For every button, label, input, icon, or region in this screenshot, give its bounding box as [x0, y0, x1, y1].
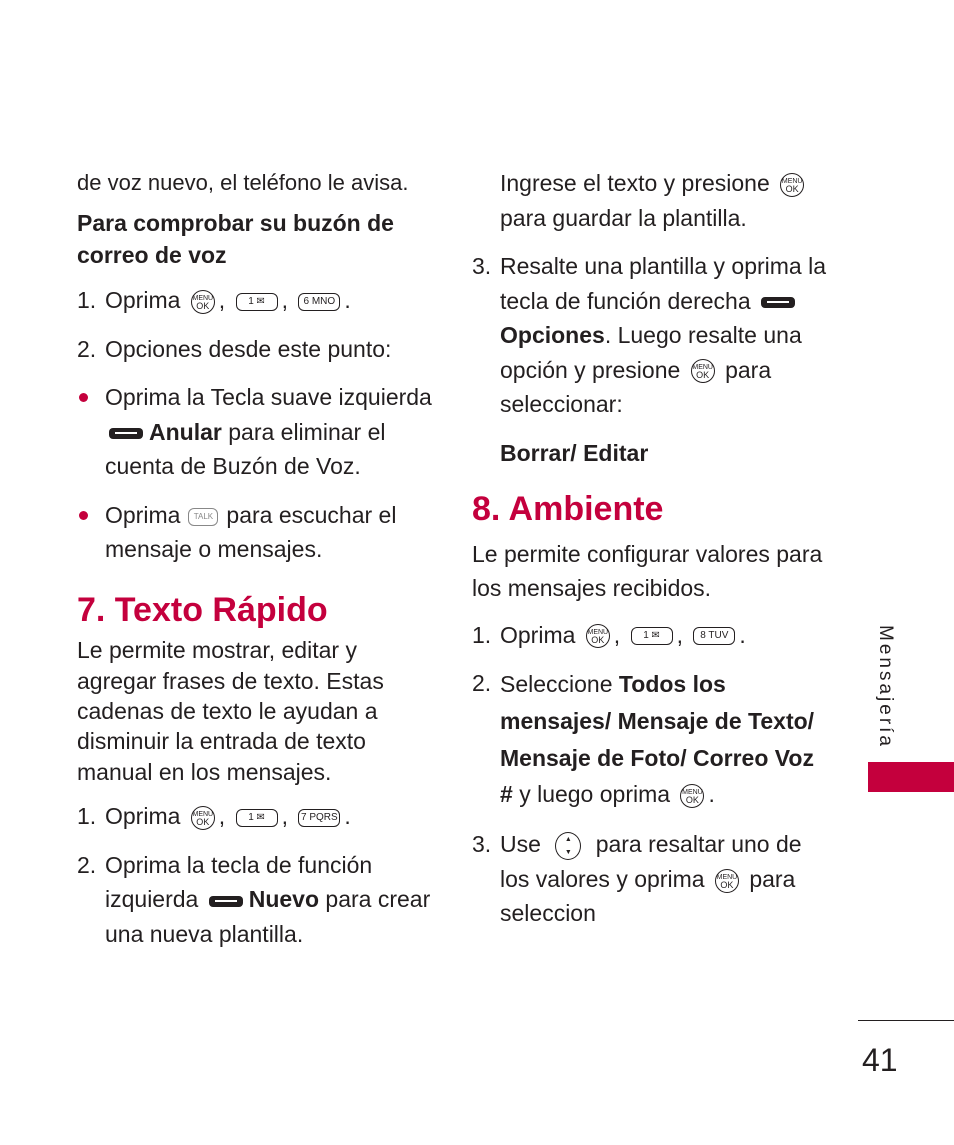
left-softkey-icon	[209, 896, 243, 907]
section-7-description: Le permite mostrar, editar y agregar frases de texto. Estas cadenas de texto le ayudan a disminuir la entrada de texto manual en los mensajes.	[77, 637, 384, 785]
navigation-key-icon: ▲ ▼	[555, 832, 581, 860]
s8-step-2: 2. Seleccione Todos los mensajes/ Mensaje de Texto/ Mensaje de Foto/ Correo Voz # y luego oprima MENU OK .	[472, 670, 815, 808]
section-8-title: 8. Ambiente	[472, 490, 664, 528]
bullet-dot	[77, 380, 105, 484]
talk-key-icon: TALK	[188, 508, 218, 526]
s8-step-3: 3. Use ▲ ▼ para resaltar uno de los valores y oprima MENU OK para seleccion	[472, 831, 802, 927]
bullet-dot	[77, 498, 105, 567]
menu-ok-key-icon: MENU OK	[586, 624, 610, 648]
section-8-description: Le permite configurar valores para los mensajes recibidos.	[472, 540, 823, 601]
left-softkey-icon	[109, 428, 143, 439]
section-7-title: 7. Texto Rápido	[77, 590, 328, 629]
step-2: 2. Opciones desde este punto:	[77, 335, 392, 362]
right-softkey-icon	[761, 297, 795, 308]
chapter-side-label: Mensajería	[875, 625, 896, 749]
right-column	[472, 166, 832, 931]
left-column	[77, 166, 437, 951]
s7-step-1: 1. Oprima MENU OK , 1 ✉ , 7 PQRS .	[77, 803, 351, 830]
key-6-icon: 6 MNO	[298, 293, 340, 311]
s8-step-1: 1. Oprima MENU OK , 1 ✉ , 8 TUV .	[472, 621, 746, 648]
bullet-talk: Oprima TALK para escuchar el mensaje o mensajes.	[77, 498, 437, 567]
chapter-tab-bar	[868, 762, 954, 792]
footer-rule	[858, 1020, 954, 1021]
menu-ok-key-icon: MENU OK	[680, 784, 704, 808]
key-8-icon: 8 TUV	[693, 627, 735, 645]
menu-ok-key-icon: MENU OK	[715, 869, 739, 893]
key-1-icon: 1 ✉	[236, 293, 278, 311]
menu-ok-key-icon: MENU OK	[691, 359, 715, 383]
menu-ok-key-icon: MENU OK	[191, 290, 215, 314]
enter-text-paragraph: Ingrese el texto y presione MENU OK para guardar la plantilla.	[500, 170, 803, 231]
step-3: 3. Resalte una plantilla y oprima la tecla de función derecha Opciones. Luego resalte una opción y presione MENU OK para seleccionar:	[472, 253, 827, 417]
key-1-icon: 1 ✉	[236, 809, 278, 827]
options-list: Borrar/ Editar	[500, 439, 649, 466]
bullet-anular: Oprima la Tecla suave izquierda Anular para eliminar el cuenta de Buzón de Voz.	[77, 380, 437, 484]
menu-ok-key-icon: MENU OK	[780, 173, 804, 197]
page-number: 41	[862, 1042, 898, 1078]
check-voicemail-heading: Para comprobar su buzón de correo de voz	[77, 210, 394, 269]
key-1-icon: 1 ✉	[631, 627, 673, 645]
step-1: 1. Oprima MENU OK , 1 ✉ , 6 MNO .	[77, 287, 351, 314]
menu-ok-key-icon: MENU OK	[191, 806, 215, 830]
key-7-icon: 7 PQRS	[298, 809, 340, 827]
intro-text: de voz nuevo, el teléfono le avisa.	[77, 170, 409, 195]
s7-step-2: 2. Oprima la tecla de función izquierda Nuevo para crear una nueva plantilla.	[77, 851, 431, 947]
